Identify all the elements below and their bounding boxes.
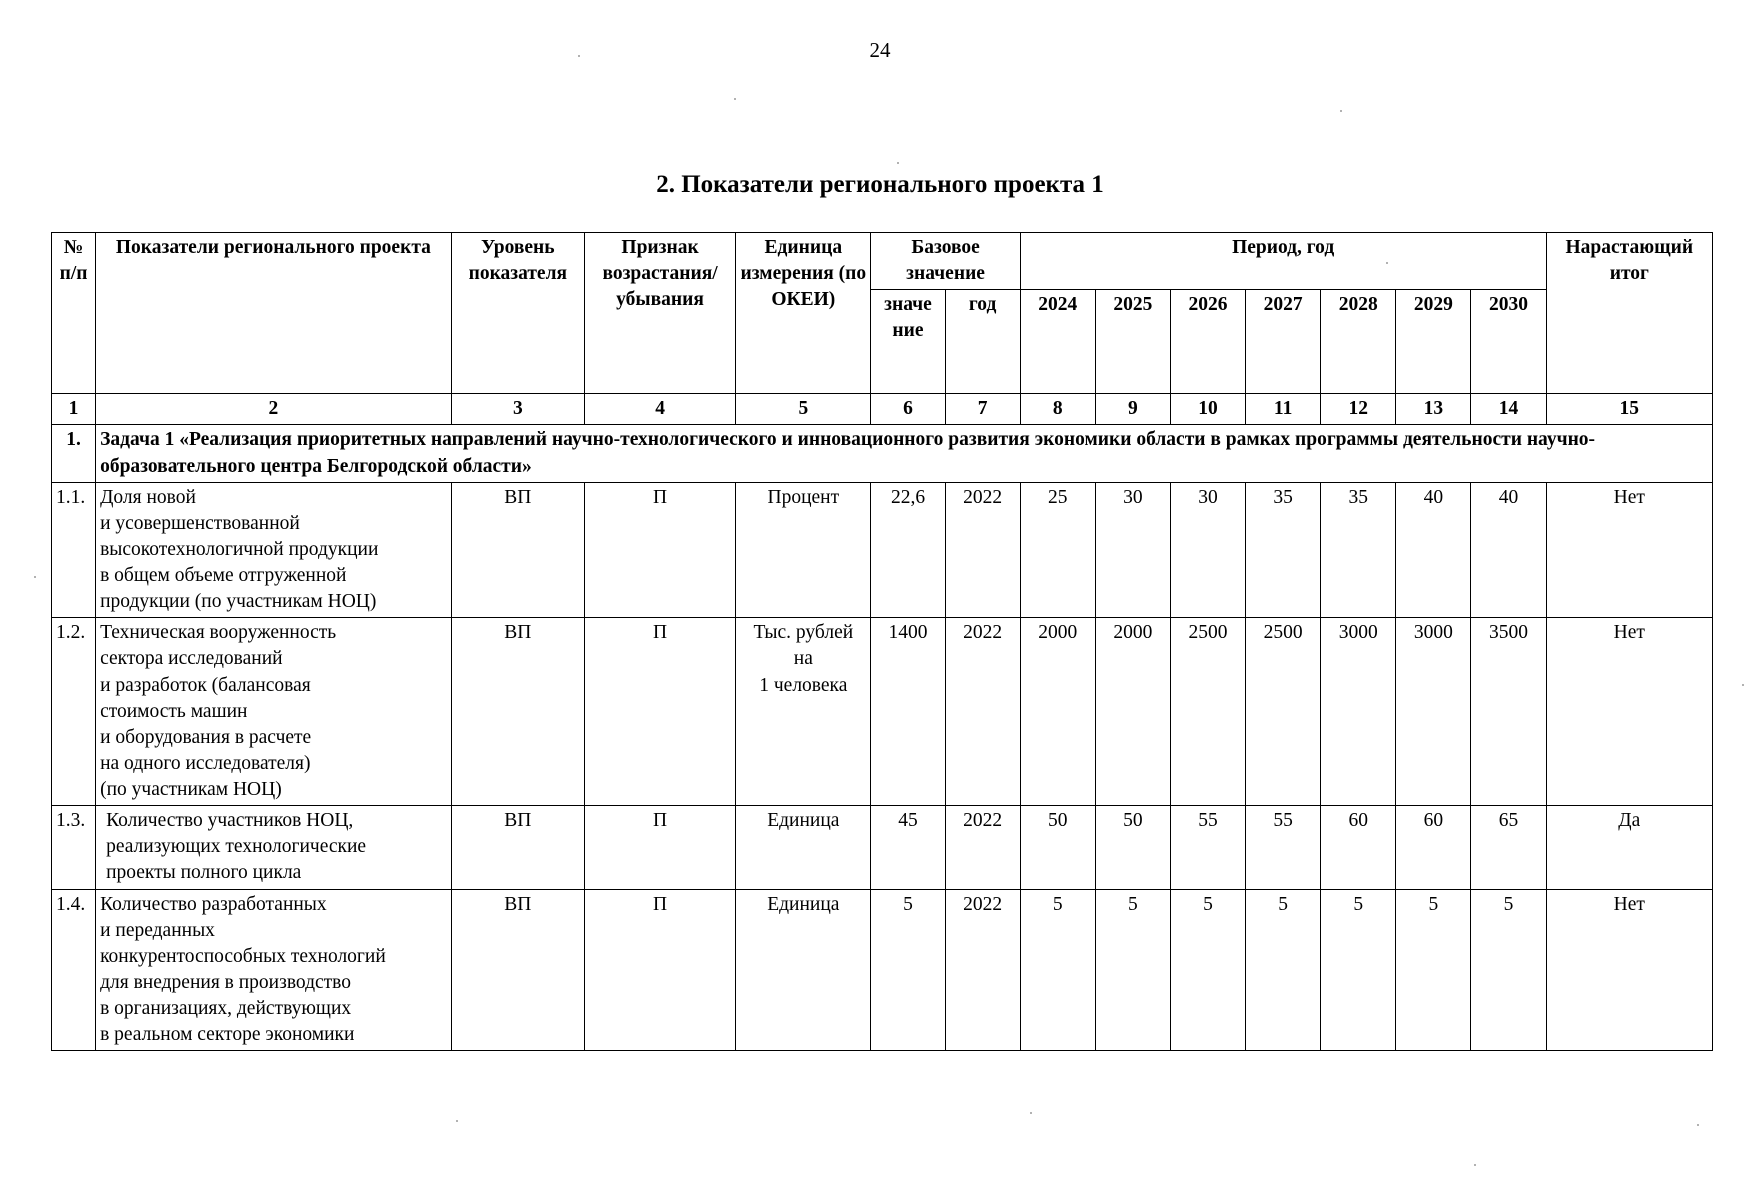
header-year: 2029 [1396, 290, 1471, 394]
cumulative-flag: Да [1546, 806, 1712, 889]
cumulative-flag: Нет [1546, 889, 1712, 1051]
scan-speck [1474, 1164, 1476, 1166]
base-year: 2022 [945, 482, 1020, 618]
year-value: 3500 [1471, 618, 1546, 806]
year-value: 5 [1396, 889, 1471, 1051]
year-value: 55 [1246, 806, 1321, 889]
header-year: 2030 [1471, 290, 1546, 394]
indicator-sign: П [584, 618, 735, 806]
scan-speck [1030, 1112, 1032, 1114]
year-value: 5 [1020, 889, 1095, 1051]
scan-speck [578, 55, 580, 57]
table-row [52, 889, 1713, 1051]
header-cumulative: Нарастающий итог [1546, 233, 1712, 394]
year-value: 3000 [1321, 618, 1396, 806]
column-number: 13 [1396, 394, 1471, 425]
row-num: 1.2. [52, 618, 96, 806]
scan-speck [1386, 262, 1388, 264]
indicator-level: ВП [451, 618, 584, 806]
scan-speck [734, 98, 736, 100]
header-year: 2025 [1095, 290, 1170, 394]
column-number: 15 [1546, 394, 1712, 425]
cumulative-flag: Нет [1546, 618, 1712, 806]
year-value: 30 [1095, 482, 1170, 618]
year-value: 40 [1396, 482, 1471, 618]
header-year: 2028 [1321, 290, 1396, 394]
year-value: 50 [1095, 806, 1170, 889]
table-row [52, 806, 1713, 889]
year-value: 35 [1246, 482, 1321, 618]
indicator-sign: П [584, 889, 735, 1051]
scan-speck [456, 1120, 458, 1122]
base-value: 45 [871, 806, 945, 889]
header-sign: Признак возрастания/ убывания [584, 233, 735, 394]
year-value: 60 [1396, 806, 1471, 889]
indicator-unit: Единица [736, 806, 871, 889]
indicator-unit: Процент [736, 482, 871, 618]
scan-speck [1742, 684, 1744, 686]
indicator-name: Количество разработанных и переданных конкурентоспособных технологий для внедрения в производство в организациях, действующих в реальном секторе экономики [96, 889, 452, 1051]
header-period: Период, год [1020, 233, 1546, 290]
year-value: 40 [1471, 482, 1546, 618]
base-year: 2022 [945, 806, 1020, 889]
header-year: 2026 [1170, 290, 1245, 394]
year-value: 2500 [1246, 618, 1321, 806]
year-value: 2000 [1095, 618, 1170, 806]
indicator-name: Доля новой и усовершенствованной высокотехнологичной продукции в общем объеме отгруженной продукции (по участникам НОЦ) [96, 482, 452, 618]
scan-speck [897, 162, 899, 164]
column-number: 9 [1095, 394, 1170, 425]
indicator-name: Количество участников НОЦ, реализующих технологические проекты полного цикла [96, 806, 452, 889]
column-number: 1 [52, 394, 96, 425]
indicator-name: Техническая вооруженность сектора исследований и разработок (балансовая стоимость машин и оборудования в расчете на одного исследователя) (по участникам НОЦ) [96, 618, 452, 806]
document-title: 2. Показатели регионального проекта 1 [656, 171, 1104, 198]
header-base-year: год [945, 290, 1020, 394]
row-num: 1.4. [52, 889, 96, 1051]
header-year: 2027 [1246, 290, 1321, 394]
indicator-unit: Единица [736, 889, 871, 1051]
column-number: 10 [1170, 394, 1245, 425]
base-value: 1400 [871, 618, 945, 806]
base-year: 2022 [945, 889, 1020, 1051]
year-value: 55 [1170, 806, 1245, 889]
column-number: 11 [1246, 394, 1321, 425]
task-text: Задача 1 «Реализация приоритетных направлений научно-технологического и инновационного развития экономики области в рамках программы деятельности научно-образовательного центра Белгородской области» [96, 425, 1713, 482]
table-row [52, 618, 1713, 806]
page-number: 24 [869, 38, 891, 62]
task-row [52, 425, 1713, 482]
header-indicator: Показатели регионального проекта [96, 233, 452, 394]
year-value: 5 [1246, 889, 1321, 1051]
year-value: 3000 [1396, 618, 1471, 806]
base-value: 5 [871, 889, 945, 1051]
indicator-sign: П [584, 806, 735, 889]
indicators-table [51, 232, 1713, 1051]
scan-speck [34, 576, 36, 578]
column-number: 3 [451, 394, 584, 425]
column-number: 12 [1321, 394, 1396, 425]
indicator-level: ВП [451, 482, 584, 618]
year-value: 25 [1020, 482, 1095, 618]
cumulative-flag: Нет [1546, 482, 1712, 618]
year-value: 5 [1321, 889, 1396, 1051]
table-row [52, 482, 1713, 618]
column-number: 7 [945, 394, 1020, 425]
row-num: 1.3. [52, 806, 96, 889]
year-value: 2500 [1170, 618, 1245, 806]
year-value: 5 [1170, 889, 1245, 1051]
indicator-sign: П [584, 482, 735, 618]
column-number-row [52, 394, 1713, 425]
scan-speck [1340, 110, 1342, 112]
header-base: Базовое значение [871, 233, 1020, 290]
header-row-1 [52, 233, 1713, 290]
year-value: 5 [1471, 889, 1546, 1051]
column-number: 6 [871, 394, 945, 425]
column-number: 4 [584, 394, 735, 425]
year-value: 60 [1321, 806, 1396, 889]
base-value: 22,6 [871, 482, 945, 618]
column-number: 2 [96, 394, 452, 425]
column-number: 5 [736, 394, 871, 425]
year-value: 5 [1095, 889, 1170, 1051]
scan-speck [1697, 1124, 1699, 1126]
year-value: 2000 [1020, 618, 1095, 806]
header-base-value: значе ние [871, 290, 945, 394]
header-unit: Единица измерения (по ОКЕИ) [736, 233, 871, 394]
row-num: 1.1. [52, 482, 96, 618]
indicator-unit: Тыс. рублей на 1 человека [736, 618, 871, 806]
base-year: 2022 [945, 618, 1020, 806]
year-value: 65 [1471, 806, 1546, 889]
task-num: 1. [52, 425, 96, 482]
header-level: Уровень показателя [451, 233, 584, 394]
header-year: 2024 [1020, 290, 1095, 394]
header-num: № п/п [52, 233, 96, 394]
indicator-level: ВП [451, 889, 584, 1051]
indicator-level: ВП [451, 806, 584, 889]
year-value: 30 [1170, 482, 1245, 618]
year-value: 50 [1020, 806, 1095, 889]
year-value: 35 [1321, 482, 1396, 618]
column-number: 8 [1020, 394, 1095, 425]
column-number: 14 [1471, 394, 1546, 425]
